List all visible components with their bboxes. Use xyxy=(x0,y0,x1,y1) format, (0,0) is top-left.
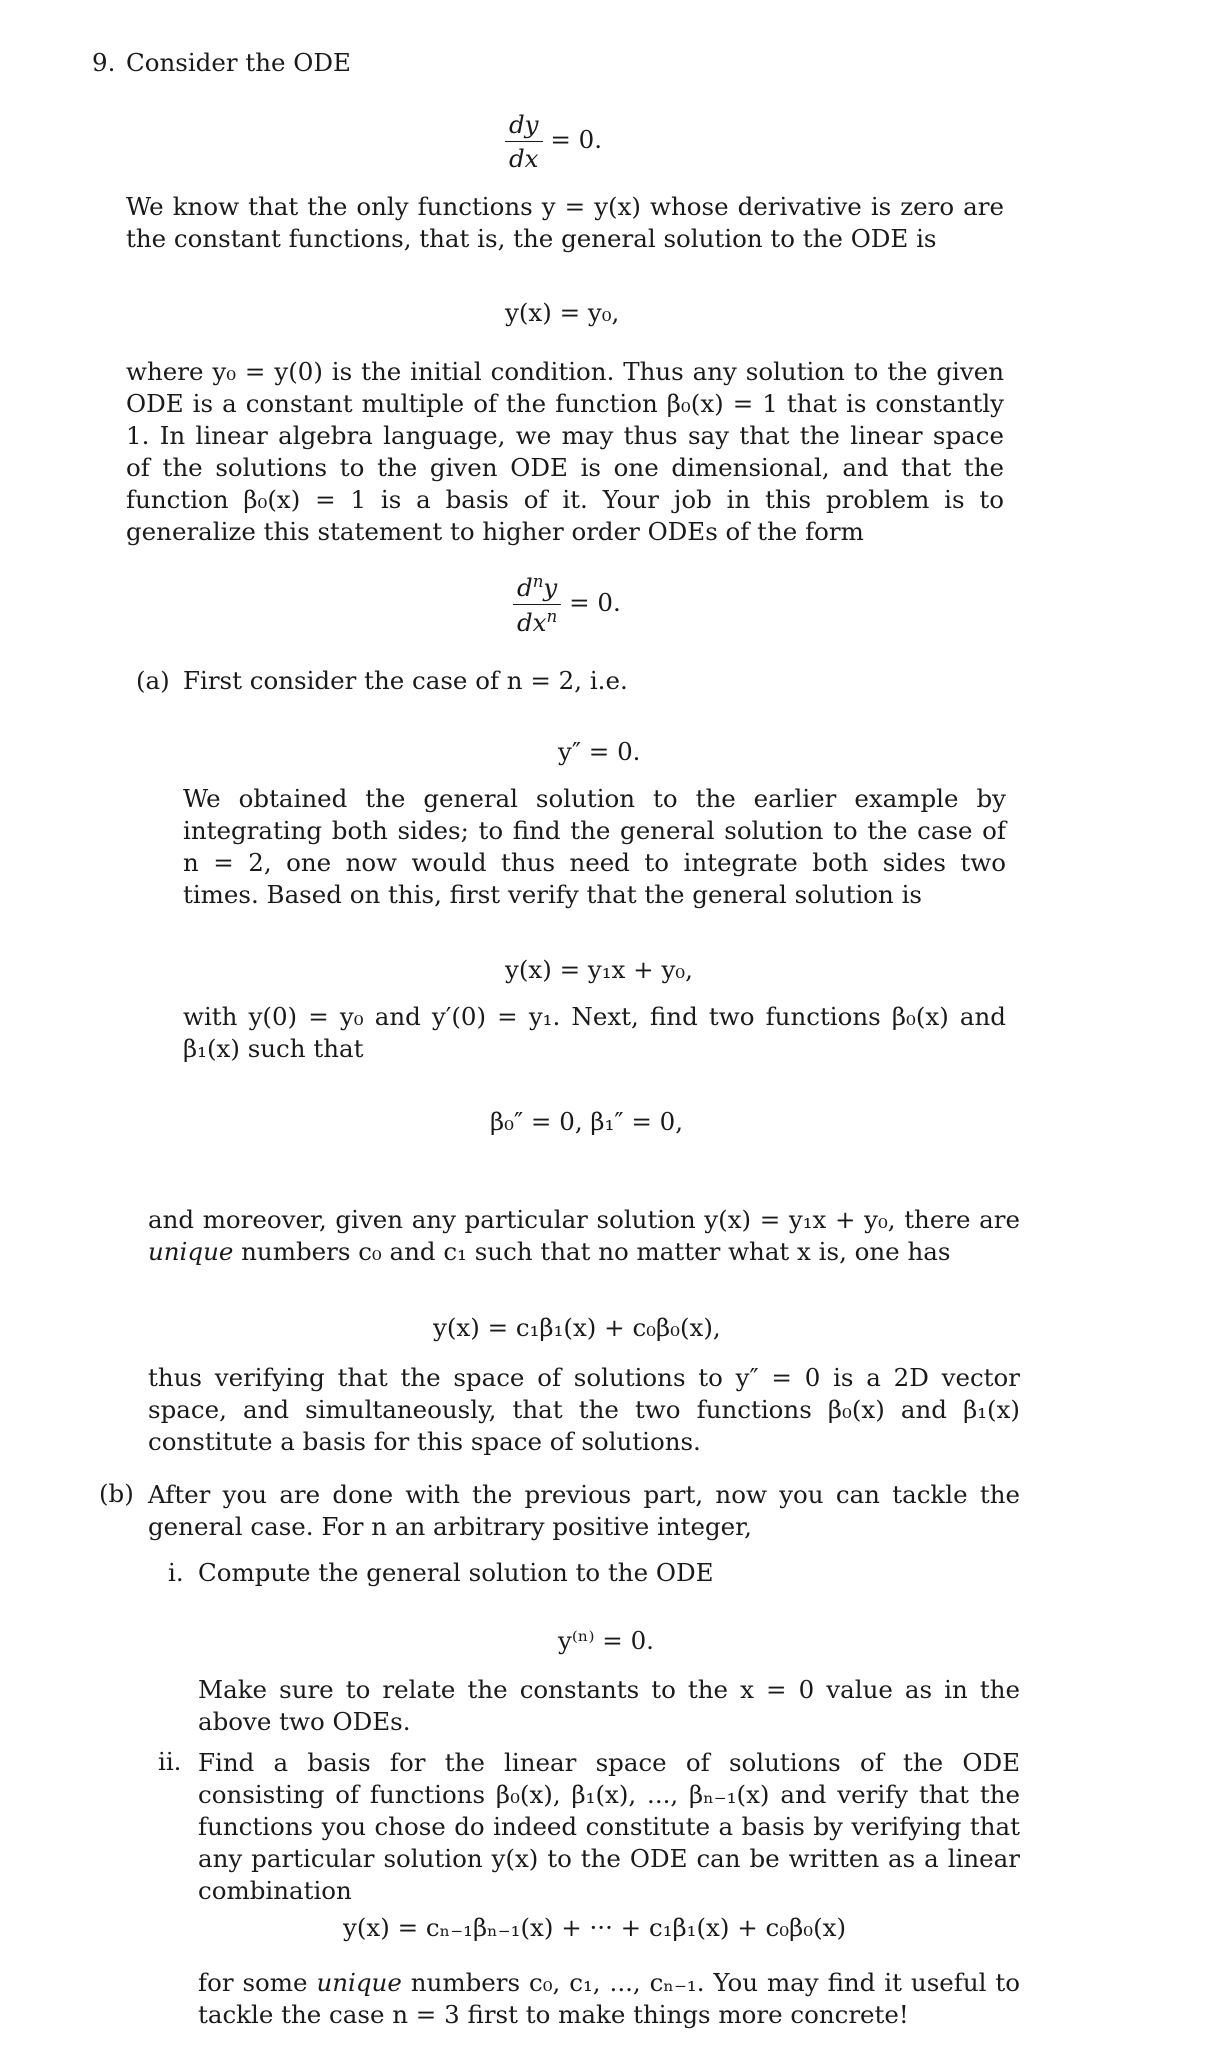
emphasis-unique: unique xyxy=(148,1237,234,1266)
paragraph-constant-functions: We know that the only functions y = y(x) whose derivative is zero are the constant functions, that is, the general solution to the ODE is xyxy=(126,192,1004,253)
emphasis-unique: unique xyxy=(316,1968,402,1997)
equation-linear-combination-2d: y(x) = c₁β₁(x) + c₀β₀(x), xyxy=(433,1313,721,1342)
paragraph-find-basis: Find a basis for the linear space of solutions of the ODE consisting of functions β₀(x), β₁(x), ..., βₙ₋₁(x) and verify that the functions you chose do indeed constitute a basis by verifying that any particular solution y(x) to the ODE can be written as a linear combination xyxy=(198,1748,1020,1905)
problem-intro: Consider the ODE xyxy=(126,48,351,77)
part-b-ii-label: ii. xyxy=(158,1747,182,1776)
text-segment: for some xyxy=(198,1968,308,1997)
paragraph-2d-vector-space: thus verifying that the space of solutions to y″ = 0 is a 2D vector space, and simultaneously, that the two functions β₀(x) and β₁(x) constitute a basis for this space of solutions. xyxy=(148,1363,1020,1456)
equation-nth-order xyxy=(513,572,621,637)
text-segment: numbers c₀ and c₁ such that no matter what x is, one has xyxy=(241,1237,951,1266)
problem-number: 9. xyxy=(92,48,116,77)
equation-y-double-prime: y″ = 0. xyxy=(558,737,641,766)
equation-general-solution: y(x) = y₀, xyxy=(505,298,620,327)
part-a-label: (a) xyxy=(136,666,170,695)
paragraph-initial-condition: where y₀ = y(0) is the initial condition. Thus any solution to the given ODE is a constant multiple of the function β₀(x) = 1 that is constantly 1. In linear algebra language, we may thus say that the linear space of the solutions to the given ODE is one dimensional, and that the function β₀(x) = 1 is a basis of it. Your job in this problem is to generalize this statement to higher order ODEs of the form xyxy=(126,357,1004,546)
part-b-i-label: i. xyxy=(168,1558,184,1587)
paragraph-integrate-twice: We obtained the general solution to the earlier example by integrating both sides; to find the general solution to the case of n = 2, one now would thus need to integrate both sides two times. Based on this, first verify that the general solution is xyxy=(183,784,1006,909)
part-b-intro: After you are done with the previous part, now you can tackle the general case. For n an arbitrary positive integer, xyxy=(148,1480,1020,1541)
equation-rhs: = 0. xyxy=(550,125,603,154)
equation-linear-solution: y(x) = y₁x + y₀, xyxy=(505,955,693,984)
paragraph-unique-numbers xyxy=(148,1204,1020,1268)
text-segment: numbers c₀, c₁, ..., cₙ₋₁. You may find it useful to tackle the case n = 3 first to make things more concrete! xyxy=(198,1968,1021,2029)
paragraph-unique-coefficients xyxy=(198,1967,1020,2031)
equation-general-linear-combination: y(x) = cₙ₋₁βₙ₋₁(x) + ··· + c₁β₁(x) + c₀β₀(x) xyxy=(343,1913,847,1942)
equation-beta-second-derivatives: β₀″ = 0, β₁″ = 0, xyxy=(490,1107,684,1136)
paragraph-find-functions: with y(0) = y₀ and y′(0) = y₁. Next, find two functions β₀(x) and β₁(x) such that xyxy=(183,1002,1006,1063)
part-b-i-text: Compute the general solution to the ODE xyxy=(198,1558,714,1587)
fraction-dy-dx: $\frac{dy}{dx}$ xyxy=(505,110,543,173)
equation-nth-derivative-zero: y⁽ⁿ⁾ = 0. xyxy=(558,1626,654,1655)
equation-dy-dx xyxy=(505,110,602,173)
equation-rhs: = 0. xyxy=(569,588,621,618)
fraction-dny-dxn: $\frac{d^ny}{dx^n}$ xyxy=(513,572,561,637)
part-a-intro: First consider the case of n = 2, i.e. xyxy=(183,666,628,695)
paragraph-relate-constants: Make sure to relate the constants to the x = 0 value as in the above two ODEs. xyxy=(198,1675,1020,1736)
part-b-label: (b) xyxy=(99,1479,134,1508)
text-segment: and moreover, given any particular solution y(x) = y₁x + y₀, there are xyxy=(148,1205,1020,1234)
